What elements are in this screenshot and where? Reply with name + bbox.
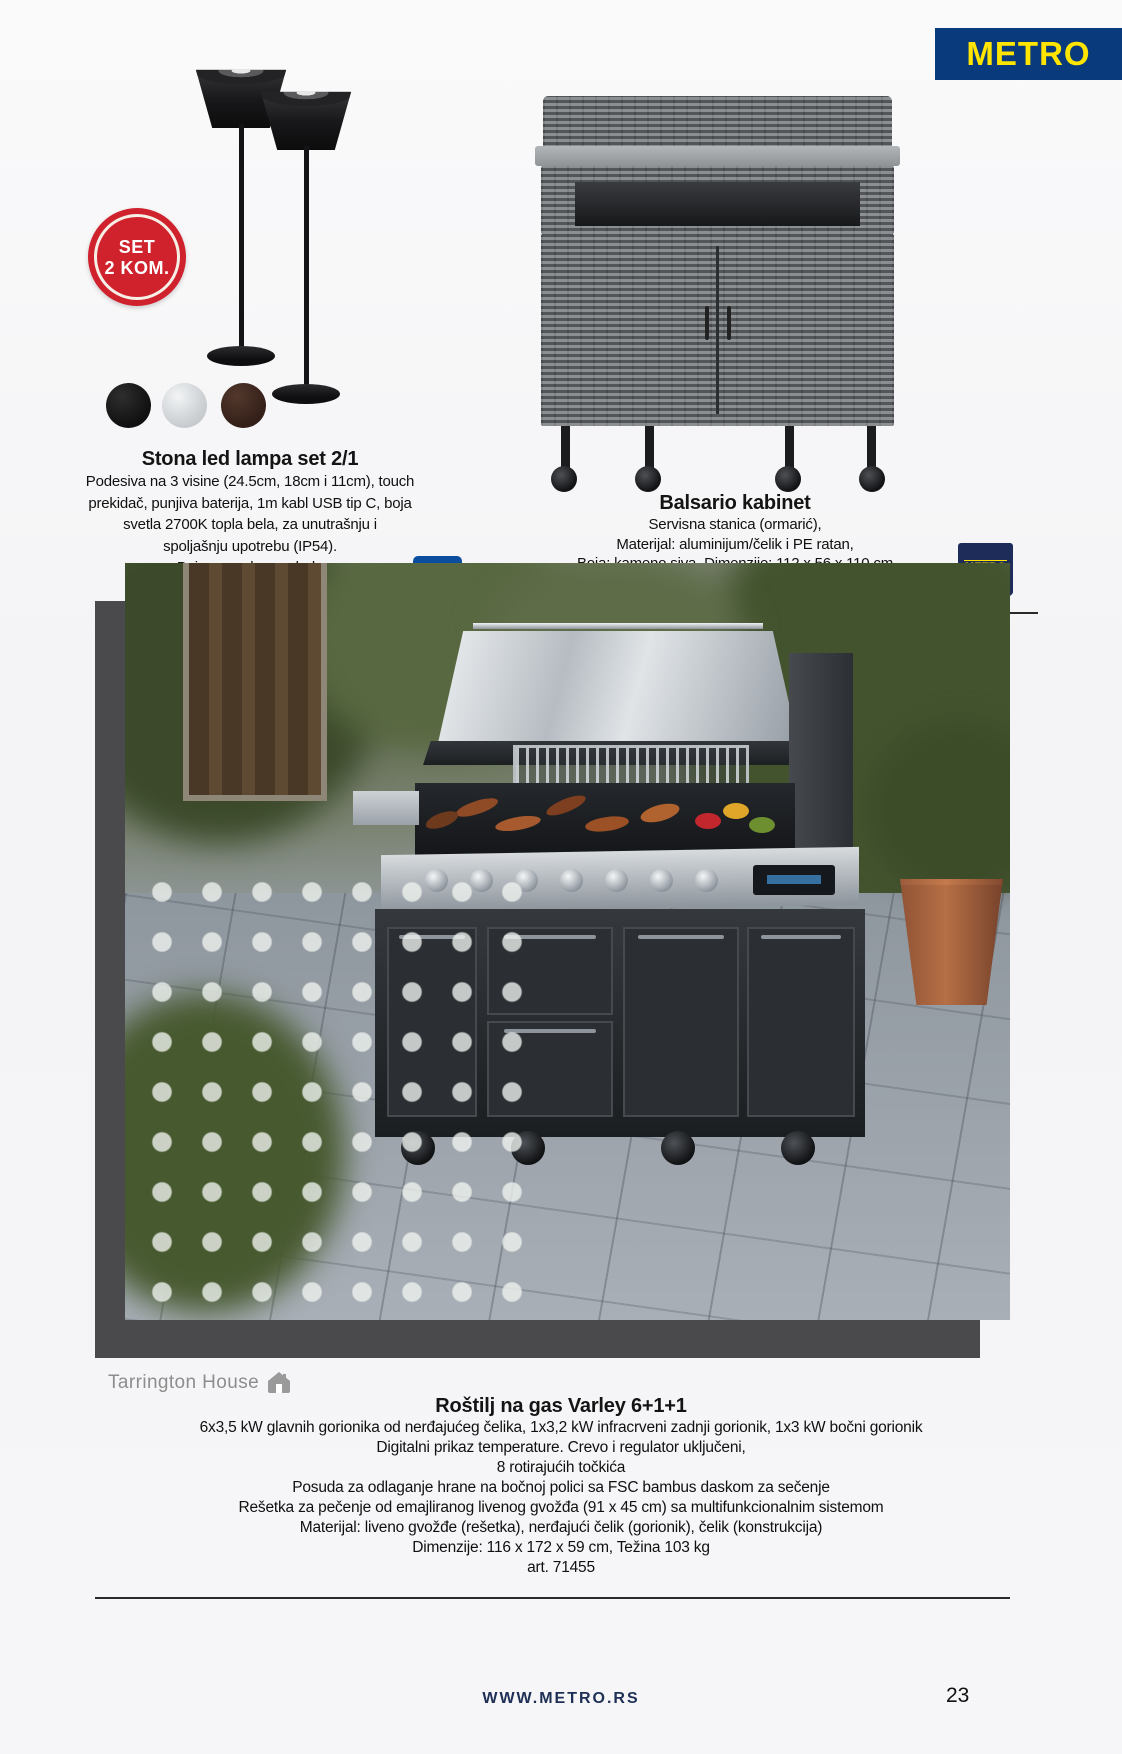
food-sausage: [544, 792, 588, 820]
grill-open-hood: [438, 631, 798, 743]
halftone-dots-overlay: [125, 853, 545, 1320]
food-sausage: [639, 800, 682, 826]
grill-title: Roštilj na gas Varley 6+1+1: [435, 1395, 687, 1417]
grill-scene-photo: [125, 563, 1010, 1320]
cabinet-door-seam: [716, 246, 719, 414]
food-sausage: [424, 808, 461, 833]
grill-control-knob: [650, 869, 673, 892]
lamp-title: Stona led lampa set 2/1: [141, 448, 359, 470]
lamp-desc-line: svetla 2700K topla bela, za unutrašnju i: [123, 516, 377, 533]
color-swatch-white: [162, 383, 207, 428]
grill-control-knob: [560, 869, 583, 892]
grill-temperature-display: [753, 865, 835, 895]
cabinet-title: Balsario kabinet: [659, 492, 811, 514]
cabinet-desc-line: Materijal: aluminijum/čelik i PE ratan,: [616, 535, 854, 553]
grill-hood-handle: [473, 623, 763, 629]
grill-desc-line: Posuda za odlaganje hrane na bočnoj polici sa FSC bambus daskom za sečenje: [292, 1479, 830, 1496]
grill-caster-wheel: [661, 1131, 695, 1165]
lamp-stem: [304, 146, 309, 394]
food-yellow-pepper: [723, 803, 749, 819]
grill-caster-wheel: [781, 1131, 815, 1165]
set-2-pieces-badge: [88, 208, 186, 306]
house-icon: [267, 1372, 291, 1394]
grill-cabinet-door: [623, 927, 739, 1117]
lamp-desc-line: spoljašnju upotrebu (IP54).: [163, 537, 337, 555]
lamp-base: [272, 384, 340, 404]
grill-control-knob: [695, 869, 718, 892]
tarrington-house-brand: [108, 1372, 291, 1394]
grill-art-number: art. 71455: [527, 1559, 595, 1576]
food-red-pepper: [695, 813, 721, 829]
cabinet-caster-wheel: [859, 466, 885, 492]
grill-product-text: [80, 1394, 1042, 1578]
cabinet-handle: [727, 306, 731, 340]
lamp-base: [207, 346, 275, 366]
food-sausage: [494, 813, 542, 834]
lamp-desc-line: prekidač, punjiva baterija, 1m kabl USB tip C, boja: [88, 494, 412, 512]
color-swatch-black: [106, 383, 151, 428]
tarrington-house-logo-text: Tarrington House: [108, 1372, 260, 1393]
lamp-product-image-right: [258, 84, 358, 344]
cabinet-caster-wheel: [635, 466, 661, 492]
grill-cooking-surface: [415, 783, 795, 855]
divider-bottom: [95, 1597, 1010, 1599]
grill-desc-line: Dimenzije: 116 x 172 x 59 cm, Težina 103 kg: [412, 1539, 710, 1556]
cabinet-desc-line: Servisna stanica (ormarić),: [648, 516, 822, 533]
cabinet-top-surface: [535, 146, 900, 166]
page-number: 23: [946, 1684, 970, 1707]
grill-desc-line: Rešetka za pečenje od emajliranog livenog gvožđa (91 x 45 cm) sa multifunkcionalnim sistemom: [238, 1499, 884, 1516]
cabinet-handle: [705, 306, 709, 340]
grill-side-burner-shelf: [353, 791, 419, 825]
wooden-door: [183, 563, 327, 801]
metro-logo: [935, 28, 1122, 80]
food-sausage: [454, 795, 500, 821]
grill-desc-line: 6x3,5 kW glavnih gorionika od nerđajućeg čelika, 1x3,2 kW infracrveni zadnji gorionik, 1x3 kW bočni gorionik: [199, 1419, 923, 1436]
lamp-stem: [239, 124, 244, 356]
lamp-shade: [258, 84, 354, 150]
metro-logo-text: METRO: [966, 35, 1091, 72]
grill-desc-line: 8 rotirajućih točkića: [496, 1459, 626, 1476]
grill-control-knob: [605, 869, 628, 892]
cabinet-caster-wheel: [775, 466, 801, 492]
set-badge-line2: 2 KOM.: [104, 257, 170, 278]
grill-desc-line: Digitalni prikaz temperature. Crevo i regulator uključeni,: [376, 1439, 746, 1456]
grill-desc-line: Materijal: liveno gvožđe (rešetka), nerđajući čelik (gorionik), čelik (konstrukcija): [299, 1519, 823, 1536]
set-badge-line1: SET: [118, 236, 156, 257]
color-swatch-brown: [221, 383, 266, 428]
food-sausage: [584, 814, 630, 834]
footer-website-url: WWW.METRO.RS: [482, 1690, 640, 1707]
food-green-pepper: [749, 817, 775, 833]
lamp-desc-line: Podesiva na 3 visine (24.5cm, 18cm i 11cm), touch: [85, 473, 415, 490]
cabinet-open-shelf: [575, 182, 860, 226]
grill-cabinet-door: [747, 927, 855, 1117]
cabinet-caster-wheel: [551, 466, 577, 492]
cabinet-product-image: [535, 96, 900, 496]
